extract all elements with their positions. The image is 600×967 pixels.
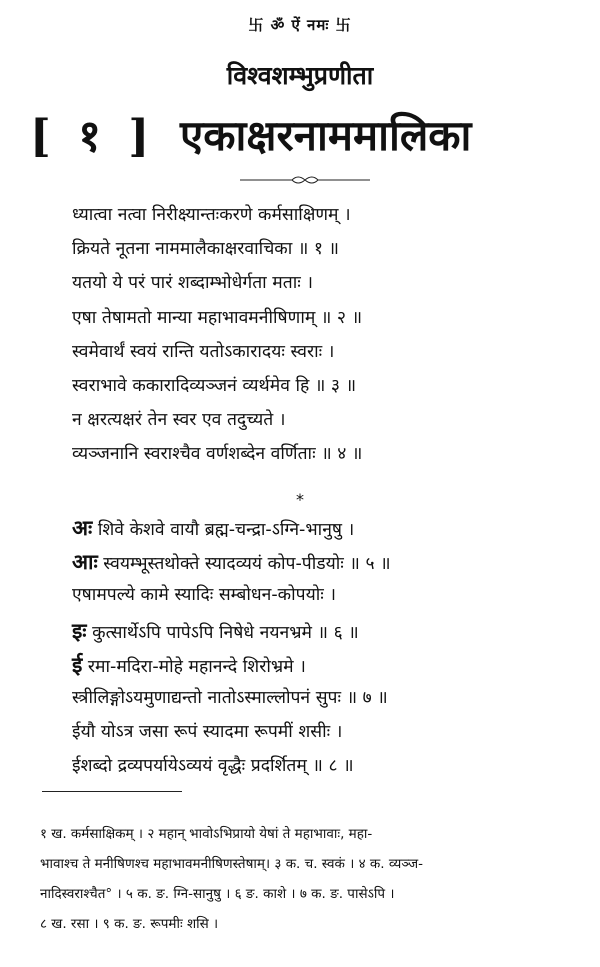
footnote-line: भावाश्च ते मनीषिणश्च महाभावमनीषिणस्तेषाम्। ३ क. च. स्वकं । ४ क. व्यञ्ज- [40, 856, 423, 872]
verse-line: एषा तेषामतो मान्या महाभावमनीषिणाम् ॥ २ ॥ [72, 307, 363, 328]
entry-headword: आः [72, 550, 98, 575]
entry-headword: इः [72, 618, 87, 643]
entry-text: एषामपल्ये कामे स्यादिः सम्बोधन-कोपयोः । [72, 585, 337, 606]
entry-line [72, 719, 342, 743]
verse-line: न क्षरत्यक्षरं तेन स्वर एव तदुच्यते । [72, 410, 286, 431]
entry-text: ईशब्दो द्रव्यपर्यायेऽव्ययं वृद्धैः प्रदर्शितम् ॥ ८ ॥ [72, 756, 354, 777]
ornament-divider-icon [240, 174, 370, 186]
entry-line [72, 617, 359, 645]
entry-text: स्त्रीलिङ्गोऽयमुणाद्यन्तो नातोऽस्माल्लोपनं सुपः ॥ ७ ॥ [72, 688, 388, 708]
entry-headword: अः [72, 516, 93, 540]
entry-text: रमा-मदिरा-मोहे महानन्दे शिरोभ्रमे । [82, 656, 306, 677]
entry-line [72, 514, 354, 542]
verse-line: ध्यात्वा नत्वा निरीक्ष्यान्तःकरणे कर्मसाक्षिणम् । [72, 205, 351, 225]
entry-text: कुत्सार्थेऽपि पापेऽपि निषेधे नयनभ्रमे ॥ ६ ॥ [86, 622, 359, 643]
entry-text: शिवे केशवे वायौ ब्रह्म-चन्द्रा-ऽग्नि-भानुषु । [92, 520, 355, 540]
invocation-line: 卐 ॐ ऐं नमः 卐 [248, 16, 352, 34]
title-row [30, 104, 570, 164]
footnote-rule [42, 791, 182, 792]
verse-line: स्वमेवार्थं स्वयं रान्ति यतोऽकारादयः स्वराः । [72, 341, 335, 362]
entry-text: स्वयम्भूस्तथोक्ते स्यादव्ययं कोप-पीडयोः ॥ ५ ॥ [97, 554, 391, 575]
entry-line [72, 548, 391, 576]
separator-star: * [296, 490, 304, 509]
entry-headword: ई [72, 652, 83, 677]
footnote-line: १ ख. कर्मसाक्षिकम् । २ महान् भावोऽभिप्रायो येषां ते महाभावाः, महा- [40, 826, 373, 842]
verse-line: क्रियते नूतना नाममालैकाक्षरवाचिका ॥ १ ॥ [72, 239, 340, 260]
entry-line [72, 582, 336, 606]
footnote-line: नादिस्वराश्चैत° । ५ क. ङ. ग्नि-सानुषु । ६ ङ. काशे । ७ क. ङ. पासेऽपि । [40, 886, 395, 902]
entry-text: ईयौ योऽत्र जसा रूपं स्यादमा रूपमीं शसीः । [72, 722, 343, 743]
verse-line: व्यञ्जनानि स्वराश्चैव वर्णशब्देन वर्णिताः ॥ ४ ॥ [72, 444, 363, 465]
entry-line [72, 651, 306, 679]
footnote-line: ८ ख. रसा । ९ क. ङ. रूपमीः शसि । [40, 916, 219, 932]
section-number: [ १ ] [30, 111, 156, 162]
entry-line [72, 753, 354, 777]
verse-line: यतयो ये परं पारं शब्दाम्भोधेर्गता मताः । [72, 273, 313, 294]
verse-line: स्वराभावे ककारादिव्यञ्जनं व्यर्थमेव हि ॥ ३ ॥ [72, 376, 357, 396]
entry-line [72, 685, 388, 709]
author-line: विश्वशम्भुप्रणीता [226, 61, 374, 90]
main-title: एकाक्षरनाममालिका [180, 111, 472, 160]
